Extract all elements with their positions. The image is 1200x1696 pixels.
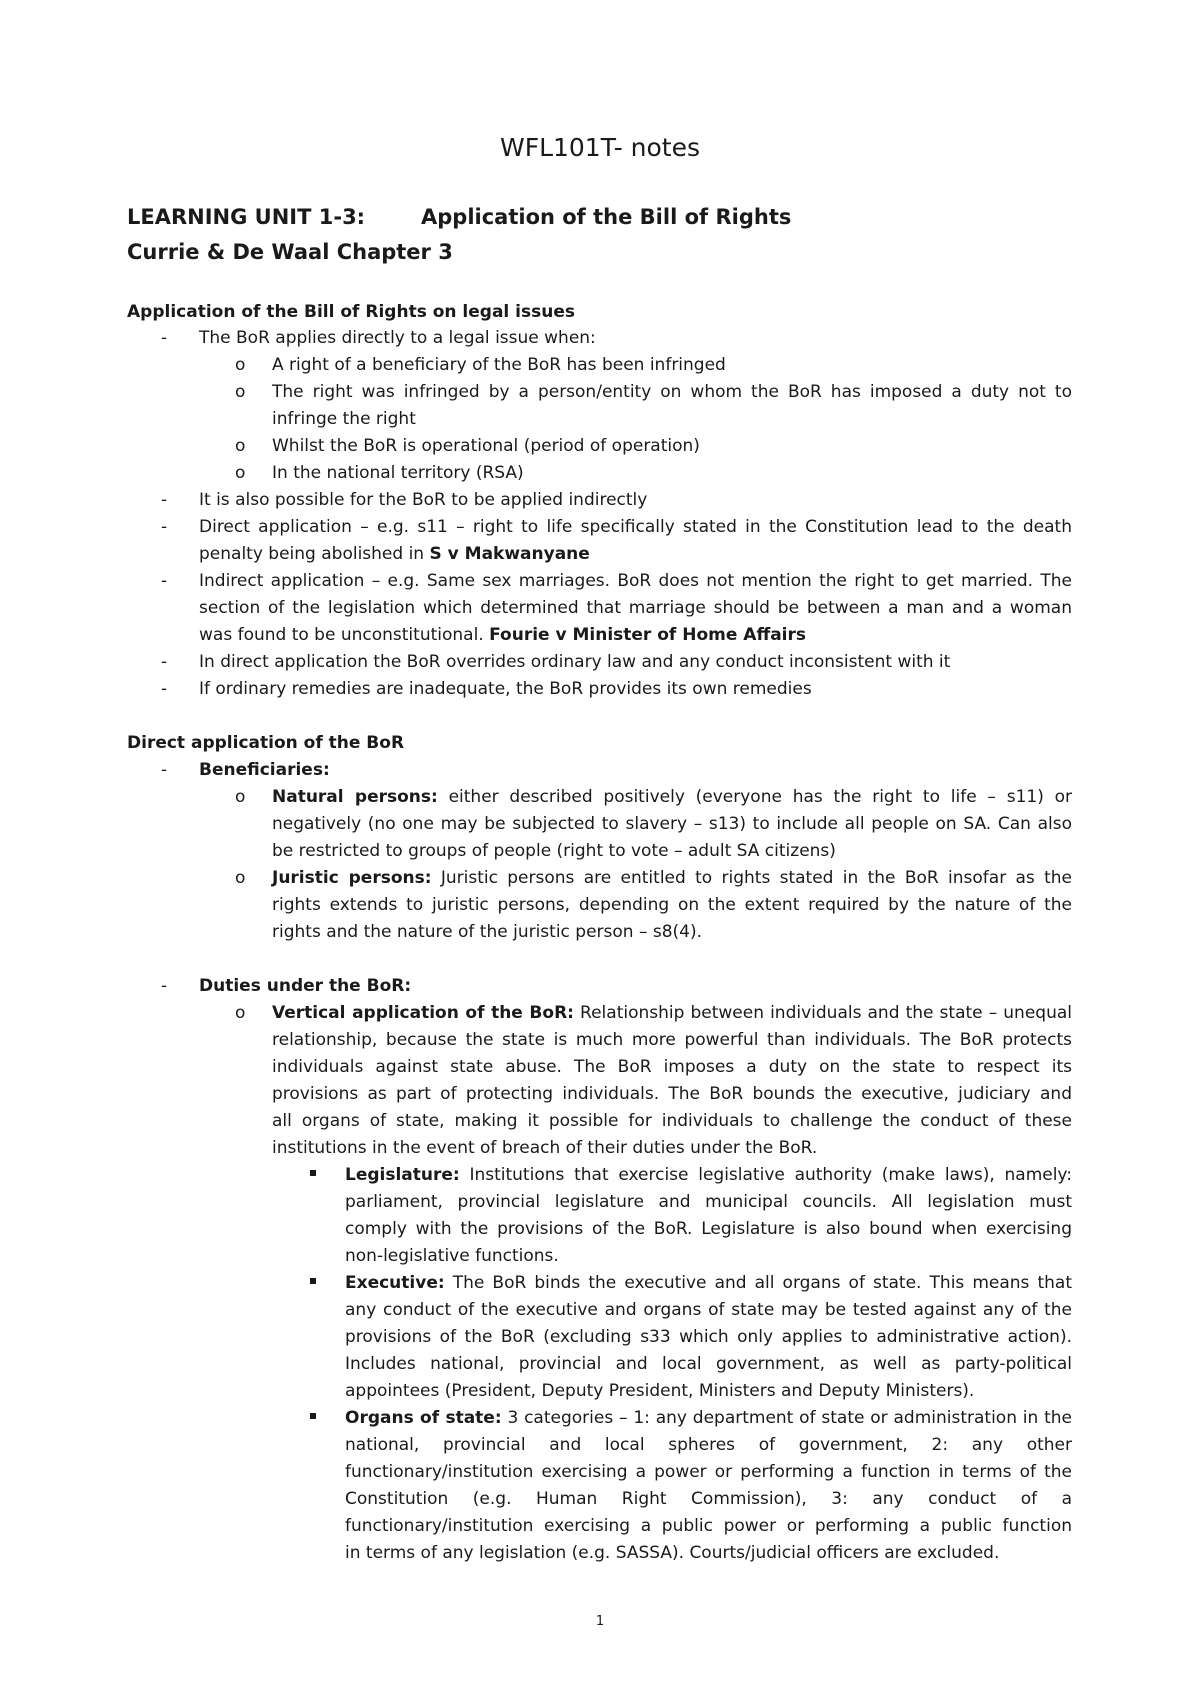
org-line-1: [345, 1405, 1072, 1431]
duties-label: [199, 973, 411, 999]
org-line-5: functionary/institution exercising a public power or performing a public function: [345, 1516, 1072, 1536]
dash-bullet: -: [161, 976, 168, 996]
leg-text: Institutions that exercise legislative authority (make laws), namely:: [459, 1165, 1072, 1185]
s1-bullet-6: If ordinary remedies are inadequate, the BoR provides its own remedies: [199, 679, 812, 699]
dash-bullet: -: [161, 652, 168, 672]
leg-line-4: non-legislative functions.: [345, 1246, 559, 1266]
exe-line-2: any conduct of the executive and organs of state may be tested against any of the: [345, 1300, 1072, 1320]
org-line-3: functionary/institution exercising a power or performing a function in terms of the: [345, 1462, 1072, 1482]
beneficiaries-text: Beneficiaries:: [199, 760, 330, 780]
va-line-5: all organs of state, making it possible for individuals to challenge the conduct of these: [272, 1111, 1072, 1131]
org-text: 3 categories – 1: any department of state or administration in the: [501, 1408, 1073, 1428]
beneficiaries-label: [199, 757, 330, 783]
np-line-3: be restricted to groups of people (right to vote – adult SA citizens): [272, 841, 836, 861]
dash-bullet: -: [161, 517, 168, 537]
va-line-2: relationship, because the state is much more powerful than individuals. The BoR protects: [272, 1030, 1072, 1050]
leg-line-1: [345, 1162, 1072, 1188]
va-text: Relationship between individuals and the state – unequal: [573, 1003, 1072, 1023]
s1-sub-3: Whilst the BoR is operational (period of operation): [272, 436, 700, 456]
circle-bullet: o: [235, 868, 246, 888]
va-line-4: provisions as part of protecting individuals. The BoR bounds the executive, judiciary and: [272, 1084, 1072, 1104]
exe-line-4: Includes national, provincial and local government, as well as party-political: [345, 1354, 1072, 1374]
dash-bullet: -: [161, 328, 168, 348]
dash-bullet: -: [161, 490, 168, 510]
s1-sub-4: In the national territory (RSA): [272, 463, 524, 483]
circle-bullet: o: [235, 787, 246, 807]
square-bullet: [310, 1413, 316, 1419]
org-line-2: national, provincial and local spheres of government, 2: any other: [345, 1435, 1072, 1455]
dash-bullet: -: [161, 571, 168, 591]
np-line-2: negatively (no one may be subjected to slavery – s13) to include all people on SA. Can also: [272, 814, 1072, 834]
s1-bullet-3-line-2: [199, 541, 590, 567]
circle-bullet: o: [235, 355, 246, 375]
jp-line-3: rights and the nature of the juristic person – s8(4).: [272, 922, 703, 942]
s1-bullet-4-line-1: Indirect application – e.g. Same sex marriages. BoR does not mention the right to get married. The: [199, 571, 1072, 591]
exe-label: Executive:: [345, 1273, 445, 1293]
va-line-1: [272, 1000, 1072, 1026]
exe-line-3: provisions of the BoR (excluding s33 which only applies to administrative action).: [345, 1327, 1072, 1347]
org-line-4: Constitution (e.g. Human Right Commission), 3: any conduct of a: [345, 1489, 1072, 1509]
s1-bullet-3-text: penalty being abolished in: [199, 544, 430, 564]
s1-bullet-1: The BoR applies directly to a legal issue when:: [199, 328, 596, 348]
np-label: Natural persons:: [272, 787, 438, 807]
circle-bullet: o: [235, 436, 246, 456]
section2-heading: Direct application of the BoR: [127, 733, 405, 753]
jp-text: Juristic persons are entitled to rights stated in the BoR insofar as the: [431, 868, 1072, 888]
unit-title: Application of the Bill of Rights: [421, 205, 792, 229]
org-line-6: in terms of any legislation (e.g. SASSA). Courts/judicial officers are excluded.: [345, 1543, 1000, 1563]
section1-heading: Application of the Bill of Rights on legal issues: [127, 302, 575, 322]
va-line-3: individuals against state abuse. The BoR imposes a duty on the state to respect its: [272, 1057, 1072, 1077]
va-label: Vertical application of the BoR:: [272, 1003, 574, 1023]
jp-line-2: rights extends to juristic persons, depending on the extent required by the nature of the: [272, 895, 1072, 915]
s1-bullet-4-text: was found to be unconstitutional.: [199, 625, 490, 645]
np-text: either described positively (everyone has the right to life – s11) or: [437, 787, 1072, 807]
org-label: Organs of state:: [345, 1408, 502, 1428]
s1-bullet-3-line-1: Direct application – e.g. s11 – right to life specifically stated in the Constitution lead to the death: [199, 517, 1072, 537]
duties-text: Duties under the BoR:: [199, 976, 412, 996]
page-number: 1: [595, 1614, 605, 1629]
exe-text: The BoR binds the executive and all organs of state. This means that: [444, 1273, 1072, 1293]
circle-bullet: o: [235, 1003, 246, 1023]
circle-bullet: o: [235, 463, 246, 483]
square-bullet: [310, 1278, 316, 1284]
jp-label: Juristic persons:: [272, 868, 432, 888]
s1-sub-1: A right of a beneficiary of the BoR has been infringed: [272, 355, 726, 375]
leg-line-2: parliament, provincial legislature and municipal councils. All legislation must: [345, 1192, 1072, 1212]
case-name: Fourie v Minister of Home Affairs: [489, 625, 807, 645]
s1-bullet-4-line-3: [199, 622, 806, 648]
leg-line-3: comply with the provisions of the BoR. Legislature is also bound when exercising: [345, 1219, 1072, 1239]
document-title: WFL101T- notes: [499, 133, 701, 162]
va-line-6: institutions in the event of breach of their duties under the BoR.: [272, 1138, 818, 1158]
exe-line-1: [345, 1270, 1072, 1296]
s1-bullet-5: In direct application the BoR overrides ordinary law and any conduct inconsistent with it: [199, 652, 951, 672]
dash-bullet: -: [161, 760, 168, 780]
s1-sub-2-line-2: infringe the right: [272, 409, 416, 429]
s1-bullet-2: It is also possible for the BoR to be applied indirectly: [199, 490, 648, 510]
unit-label: LEARNING UNIT 1-3:: [127, 205, 366, 229]
square-bullet: [310, 1170, 316, 1176]
dash-bullet: -: [161, 679, 168, 699]
s1-bullet-4-line-2: section of the legislation which determined that marriage should be between a man and a woman: [199, 598, 1072, 618]
circle-bullet: o: [235, 382, 246, 402]
case-name: S v Makwanyane: [429, 544, 590, 564]
exe-line-5: appointees (President, Deputy President, Ministers and Deputy Ministers).: [345, 1381, 975, 1401]
s1-sub-2-line-1: The right was infringed by a person/entity on whom the BoR has imposed a duty not to: [272, 382, 1072, 402]
jp-line-1: [272, 865, 1072, 891]
reference-heading: Currie & De Waal Chapter 3: [127, 240, 453, 264]
leg-label: Legislature:: [345, 1165, 460, 1185]
np-line-1: [272, 784, 1072, 810]
